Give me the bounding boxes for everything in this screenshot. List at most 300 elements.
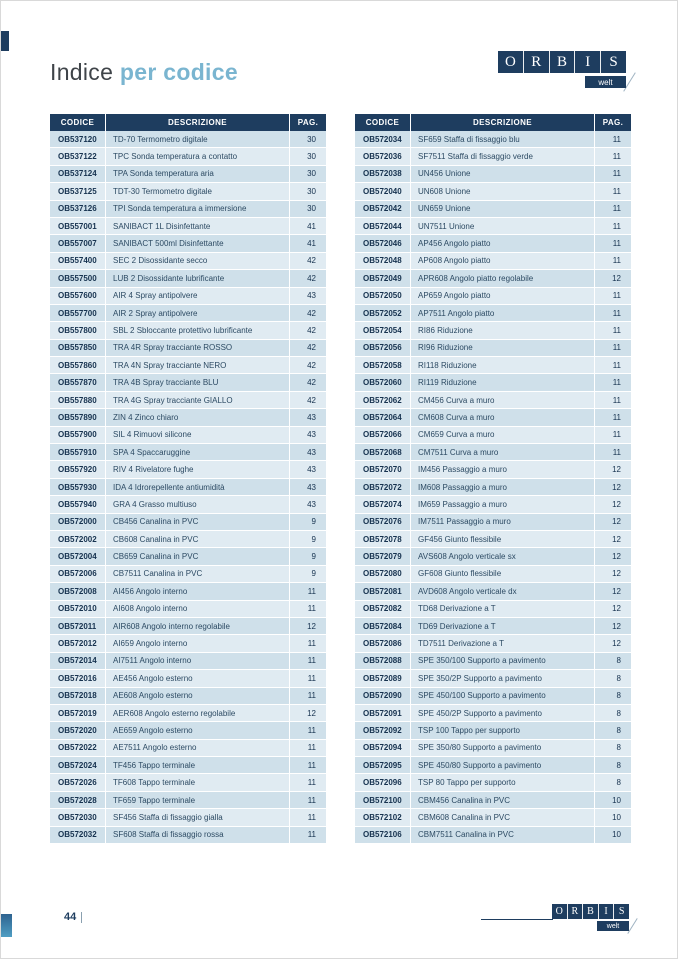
page-cell: 42: [307, 395, 316, 405]
table-row: [50, 322, 326, 339]
code-cell: OB557870: [50, 374, 106, 390]
description-cell: TD68 Derivazione a T: [411, 601, 595, 617]
page-cell: 11: [307, 830, 316, 840]
page-cell: 11: [307, 812, 316, 822]
description-cell: SF456 Staffa di fissaggio gialla: [106, 809, 290, 825]
page-cell: 10: [612, 830, 621, 840]
table-row: [355, 722, 631, 739]
table-row: [355, 374, 631, 391]
page-cell: 11: [307, 691, 316, 701]
table-row: [355, 166, 631, 183]
code-cell: OB572076: [355, 514, 411, 530]
page-cell: 10: [612, 812, 621, 822]
description-cell: APR608 Angolo piatto regolabile: [411, 270, 595, 286]
code-cell: OB572064: [355, 409, 411, 425]
code-cell: OB537126: [50, 201, 106, 217]
page-cell: 12: [307, 708, 316, 718]
description-cell: GRA 4 Grasso multiuso: [106, 496, 290, 512]
table-row: [355, 740, 631, 757]
page-number-value: 44: [64, 911, 77, 923]
page-cell: 10: [612, 795, 621, 805]
description-cell: AI659 Angolo interno: [106, 635, 290, 651]
description-cell: SEC 2 Disossidante secco: [106, 253, 290, 269]
table-row: [50, 635, 326, 652]
description-cell: IM7511 Passaggio a muro: [411, 514, 595, 530]
page-cell: 11: [612, 325, 621, 335]
table-row: [50, 774, 326, 791]
code-cell: OB537125: [50, 183, 106, 199]
table-row: [50, 722, 326, 739]
table-row: [355, 201, 631, 218]
page-cell: 11: [612, 204, 621, 214]
description-cell: TRA 4G Spray tracciante GIALLO: [106, 392, 290, 408]
table-row: [50, 253, 326, 270]
description-cell: IM456 Passaggio a muro: [411, 461, 595, 477]
description-cell: UN659 Unione: [411, 201, 595, 217]
code-cell: OB557860: [50, 357, 106, 373]
code-cell: OB557700: [50, 305, 106, 321]
page-cell: 8: [616, 656, 621, 666]
table-row: [355, 566, 631, 583]
table-row: [355, 340, 631, 357]
code-cell: OB572046: [355, 235, 411, 251]
header-description: DESCRIZIONE: [411, 114, 595, 131]
page-cell: 43: [307, 291, 316, 301]
orbis-logo-letter: I: [599, 904, 615, 919]
code-cell: OB572089: [355, 670, 411, 686]
description-cell: SPA 4 Spaccaruggine: [106, 444, 290, 460]
page-cell: 9: [311, 517, 316, 527]
page-cell: 9: [311, 569, 316, 579]
description-cell: TF608 Tappo terminale: [106, 774, 290, 790]
page-cell: 11: [307, 639, 316, 649]
table-row: [355, 392, 631, 409]
description-cell: AVD608 Angolo verticale dx: [411, 583, 595, 599]
orbis-logo-letter: S: [609, 53, 618, 70]
description-cell: AP608 Angolo piatto: [411, 253, 595, 269]
description-cell: CBM7511 Canalina in PVC: [411, 827, 595, 843]
table-row: [50, 218, 326, 235]
code-cell: OB572010: [50, 601, 106, 617]
code-cell: OB572092: [355, 722, 411, 738]
orbis-logo-footer: [552, 904, 629, 919]
page-cell: 8: [616, 708, 621, 718]
description-cell: IM659 Passaggio a muro: [411, 496, 595, 512]
table-body-left: [50, 131, 326, 844]
code-cell: OB572056: [355, 340, 411, 356]
description-cell: TRA 4R Spray tracciante ROSSO: [106, 340, 290, 356]
page-cell: 43: [307, 412, 316, 422]
description-cell: TSP 80 Tappo per supporto: [411, 774, 595, 790]
description-cell: CM608 Curva a muro: [411, 409, 595, 425]
table-row: [355, 757, 631, 774]
page-cell: 43: [307, 465, 316, 475]
table-row: [355, 235, 631, 252]
table-row: [355, 148, 631, 165]
description-cell: SF7511 Staffa di fissaggio verde: [411, 148, 595, 164]
code-cell: OB557500: [50, 270, 106, 286]
orbis-logo-letter: R: [524, 51, 550, 73]
page-cell: 42: [307, 256, 316, 266]
table-row: [50, 479, 326, 496]
code-cell: OB572002: [50, 531, 106, 547]
table-row: [355, 427, 631, 444]
table-row: [355, 131, 631, 148]
page-cell: 42: [307, 325, 316, 335]
table-row: [355, 774, 631, 791]
table-row: [355, 253, 631, 270]
page-cell: 30: [307, 134, 316, 144]
description-cell: AIR608 Angolo interno regolabile: [106, 618, 290, 634]
code-cell: OB572012: [50, 635, 106, 651]
description-cell: TPC Sonda temperatura a contatto: [106, 148, 290, 164]
table-row: [50, 131, 326, 148]
table-body-right: [355, 131, 631, 844]
description-cell: TDT-30 Termometro digitale: [106, 183, 290, 199]
table-row: [355, 601, 631, 618]
welt-badge: welt: [585, 76, 626, 88]
header-code: CODICE: [50, 114, 106, 131]
description-cell: TD69 Derivazione a T: [411, 618, 595, 634]
page-cell: 12: [612, 586, 621, 596]
orbis-logo-letter: I: [575, 51, 601, 73]
page-cell: 43: [307, 499, 316, 509]
description-cell: CM659 Curva a muro: [411, 427, 595, 443]
description-cell: AE7511 Angolo esterno: [106, 740, 290, 756]
table-row: [355, 270, 631, 287]
page-cell: 41: [307, 239, 316, 249]
page-cell: 12: [307, 621, 316, 631]
description-cell: SPE 450/2P Supporto a pavimento: [411, 705, 595, 721]
code-cell: OB572040: [355, 183, 411, 199]
page-cell: 42: [307, 378, 316, 388]
page-cell: 11: [612, 430, 621, 440]
page-cell: 30: [307, 152, 316, 162]
description-cell: AER608 Angolo esterno regolabile: [106, 705, 290, 721]
description-cell: AI608 Angolo interno: [106, 601, 290, 617]
code-cell: OB572074: [355, 496, 411, 512]
page-cell: 30: [307, 204, 316, 214]
table-row: [355, 618, 631, 635]
code-cell: OB572100: [355, 792, 411, 808]
page-cell: 30: [307, 169, 316, 179]
code-cell: OB572030: [50, 809, 106, 825]
code-cell: OB572086: [355, 635, 411, 651]
page-cell: 11: [612, 360, 621, 370]
code-cell: OB572044: [355, 218, 411, 234]
page-cell: 11: [612, 134, 621, 144]
header-description: DESCRIZIONE: [106, 114, 290, 131]
table-row: [355, 183, 631, 200]
table-row: [50, 288, 326, 305]
code-cell: OB537124: [50, 166, 106, 182]
description-cell: AP456 Angolo piatto: [411, 235, 595, 251]
index-table-left: [50, 114, 326, 844]
description-cell: SANIBACT 500ml Disinfettante: [106, 235, 290, 251]
description-cell: AIR 4 Spray antipolvere: [106, 288, 290, 304]
page-cell: 11: [612, 256, 621, 266]
description-cell: CB456 Canalina in PVC: [106, 514, 290, 530]
page-cell: 42: [307, 360, 316, 370]
page-cell: 11: [612, 152, 621, 162]
table-row: [50, 148, 326, 165]
page-number-divider: [81, 912, 82, 923]
header-page: PAG.: [297, 118, 319, 127]
code-cell: OB572018: [50, 688, 106, 704]
header-page: PAG.: [602, 118, 624, 127]
table-row: [355, 322, 631, 339]
description-cell: RI86 Riduzione: [411, 322, 595, 338]
description-cell: SF659 Staffa di fissaggio blu: [411, 131, 595, 147]
description-cell: UN608 Unione: [411, 183, 595, 199]
code-cell: OB572020: [50, 722, 106, 738]
page-cell: 12: [612, 604, 621, 614]
page-cell: 12: [612, 273, 621, 283]
edge-tab-bottom: [1, 914, 12, 937]
page-cell: 11: [307, 586, 316, 596]
page-cell: 42: [307, 308, 316, 318]
code-cell: OB572049: [355, 270, 411, 286]
description-cell: CB608 Canalina in PVC: [106, 531, 290, 547]
table-row: [50, 444, 326, 461]
page-cell: 11: [307, 795, 316, 805]
page-cell: 12: [612, 639, 621, 649]
table-row: [355, 653, 631, 670]
table-row: [355, 514, 631, 531]
description-cell: AI456 Angolo interno: [106, 583, 290, 599]
table-row: [50, 461, 326, 478]
description-cell: LUB 2 Disossidante lubrificante: [106, 270, 290, 286]
page-cell: 11: [612, 447, 621, 457]
code-cell: OB572000: [50, 514, 106, 530]
page-cell: 11: [612, 308, 621, 318]
page-cell: 11: [307, 604, 316, 614]
description-cell: RI118 Riduzione: [411, 357, 595, 373]
page-cell: 11: [612, 239, 621, 249]
code-cell: OB572008: [50, 583, 106, 599]
welt-badge-footer: welt: [597, 921, 629, 931]
description-cell: SANIBACT 1L Disinfettante: [106, 218, 290, 234]
code-cell: OB537122: [50, 148, 106, 164]
description-cell: TRA 4N Spray tracciante NERO: [106, 357, 290, 373]
page-cell: 9: [311, 534, 316, 544]
table-row: [50, 601, 326, 618]
description-cell: AVS608 Angolo verticale sx: [411, 548, 595, 564]
table-row: [50, 340, 326, 357]
code-cell: OB572068: [355, 444, 411, 460]
table-row: [50, 201, 326, 218]
page-cell: 12: [612, 465, 621, 475]
description-cell: TD-70 Termometro digitale: [106, 131, 290, 147]
table-row: [355, 305, 631, 322]
orbis-logo-letter: O: [498, 51, 524, 73]
page-cell: 8: [616, 760, 621, 770]
code-cell: OB557600: [50, 288, 106, 304]
page-title: [50, 59, 238, 86]
description-cell: ZIN 4 Zinco chiaro: [106, 409, 290, 425]
description-cell: AIR 2 Spray antipolvere: [106, 305, 290, 321]
page-cell: 11: [307, 656, 316, 666]
table-row: [50, 409, 326, 426]
description-cell: TF456 Tappo terminale: [106, 757, 290, 773]
page-cell: 8: [616, 778, 621, 788]
code-cell: OB557910: [50, 444, 106, 460]
code-cell: OB572084: [355, 618, 411, 634]
table-row: [355, 792, 631, 809]
description-cell: TF659 Tappo terminale: [106, 792, 290, 808]
page-cell: 30: [307, 186, 316, 196]
orbis-logo: [498, 51, 626, 73]
table-header: [355, 114, 631, 131]
page-title-accent: per codice: [119, 59, 238, 85]
table-row: [355, 809, 631, 826]
code-cell: OB572091: [355, 705, 411, 721]
code-cell: OB572070: [355, 461, 411, 477]
table-row: [50, 374, 326, 391]
table-row: [50, 270, 326, 287]
table-row: [355, 444, 631, 461]
code-cell: OB572014: [50, 653, 106, 669]
page-title-main: Indice: [50, 59, 114, 85]
table-row: [355, 827, 631, 844]
code-cell: OB572028: [50, 792, 106, 808]
table-row: [50, 531, 326, 548]
page-cell: 11: [307, 778, 316, 788]
code-cell: OB557880: [50, 392, 106, 408]
description-cell: AP7511 Angolo piatto: [411, 305, 595, 321]
code-cell: OB572095: [355, 757, 411, 773]
description-cell: SBL 2 Sbloccante protettivo lubrificante: [106, 322, 290, 338]
code-cell: OB572079: [355, 548, 411, 564]
page-cell: 11: [612, 169, 621, 179]
description-cell: SPE 350/100 Supporto a pavimento: [411, 653, 595, 669]
description-cell: AE659 Angolo esterno: [106, 722, 290, 738]
description-cell: TRA 4B Spray tracciante BLU: [106, 374, 290, 390]
orbis-logo-letter: S: [618, 906, 625, 917]
code-cell: OB572080: [355, 566, 411, 582]
code-cell: OB572090: [355, 688, 411, 704]
code-cell: OB572042: [355, 201, 411, 217]
description-cell: RI96 Riduzione: [411, 340, 595, 356]
table-row: [355, 635, 631, 652]
page-cell: 11: [612, 412, 621, 422]
page-cell: 43: [307, 447, 316, 457]
code-cell: OB572022: [50, 740, 106, 756]
description-cell: GF456 Giunto flessibile: [411, 531, 595, 547]
table-row: [50, 827, 326, 844]
table-row: [50, 357, 326, 374]
description-cell: UN456 Unione: [411, 166, 595, 182]
description-cell: SPE 350/80 Supporto a pavimento: [411, 740, 595, 756]
table-row: [355, 357, 631, 374]
page-cell: 11: [612, 186, 621, 196]
description-cell: CBM608 Canalina in PVC: [411, 809, 595, 825]
description-cell: CM7511 Curva a muro: [411, 444, 595, 460]
table-row: [355, 409, 631, 426]
description-cell: SF608 Staffa di fissaggio rossa: [106, 827, 290, 843]
edge-tab-top: [1, 31, 9, 51]
code-cell: OB572004: [50, 548, 106, 564]
description-cell: TPI Sonda temperatura a immersione: [106, 201, 290, 217]
code-cell: OB572024: [50, 757, 106, 773]
table-row: [50, 618, 326, 635]
table-row: [50, 305, 326, 322]
table-row: [50, 392, 326, 409]
code-cell: OB572088: [355, 653, 411, 669]
code-cell: OB557940: [50, 496, 106, 512]
page-cell: 43: [307, 430, 316, 440]
description-cell: AE608 Angolo esterno: [106, 688, 290, 704]
code-cell: OB572072: [355, 479, 411, 495]
page-cell: 8: [616, 691, 621, 701]
code-cell: OB572062: [355, 392, 411, 408]
page-cell: 42: [307, 273, 316, 283]
table-row: [355, 670, 631, 687]
table-row: [50, 496, 326, 513]
description-cell: IM608 Passaggio a muro: [411, 479, 595, 495]
description-cell: RIV 4 Rivelatore fughe: [106, 461, 290, 477]
description-cell: SPE 350/2P Supporto a pavimento: [411, 670, 595, 686]
code-cell: OB572060: [355, 374, 411, 390]
table-row: [50, 809, 326, 826]
table-row: [355, 218, 631, 235]
table-row: [50, 670, 326, 687]
code-cell: OB537120: [50, 131, 106, 147]
description-cell: CM456 Curva a muro: [411, 392, 595, 408]
orbis-logo-letter: O: [552, 904, 568, 919]
page-cell: 11: [612, 395, 621, 405]
description-cell: AE456 Angolo esterno: [106, 670, 290, 686]
code-cell: OB572096: [355, 774, 411, 790]
code-cell: OB572038: [355, 166, 411, 182]
page-cell: 9: [311, 552, 316, 562]
description-cell: AP659 Angolo piatto: [411, 288, 595, 304]
page-cell: 8: [616, 743, 621, 753]
code-cell: OB557800: [50, 322, 106, 338]
header-code: CODICE: [355, 114, 411, 131]
orbis-logo-letter: R: [568, 904, 584, 919]
description-cell: SPE 450/80 Supporto a pavimento: [411, 757, 595, 773]
orbis-logo-letter: B: [550, 51, 576, 73]
table-row: [355, 705, 631, 722]
page-cell: 12: [612, 517, 621, 527]
description-cell: UN7511 Unione: [411, 218, 595, 234]
code-cell: OB572054: [355, 322, 411, 338]
table-row: [50, 705, 326, 722]
table-row: [355, 461, 631, 478]
table-row: [50, 740, 326, 757]
code-cell: OB557400: [50, 253, 106, 269]
table-row: [355, 479, 631, 496]
code-cell: OB572052: [355, 305, 411, 321]
description-cell: TSP 100 Tappo per supporto: [411, 722, 595, 738]
code-cell: OB572102: [355, 809, 411, 825]
orbis-logo-letter: B: [583, 904, 599, 919]
code-cell: OB572066: [355, 427, 411, 443]
table-row: [50, 166, 326, 183]
description-cell: SIL 4 Rimuovi silicone: [106, 427, 290, 443]
table-row: [50, 427, 326, 444]
description-cell: IDA 4 Idrorepellente antiumidità: [106, 479, 290, 495]
page-cell: 11: [612, 343, 621, 353]
page-cell: 12: [612, 569, 621, 579]
code-cell: OB572019: [50, 705, 106, 721]
code-cell: OB572082: [355, 601, 411, 617]
code-cell: OB572026: [50, 774, 106, 790]
table-row: [50, 235, 326, 252]
table-row: [50, 514, 326, 531]
table-header: [50, 114, 326, 131]
